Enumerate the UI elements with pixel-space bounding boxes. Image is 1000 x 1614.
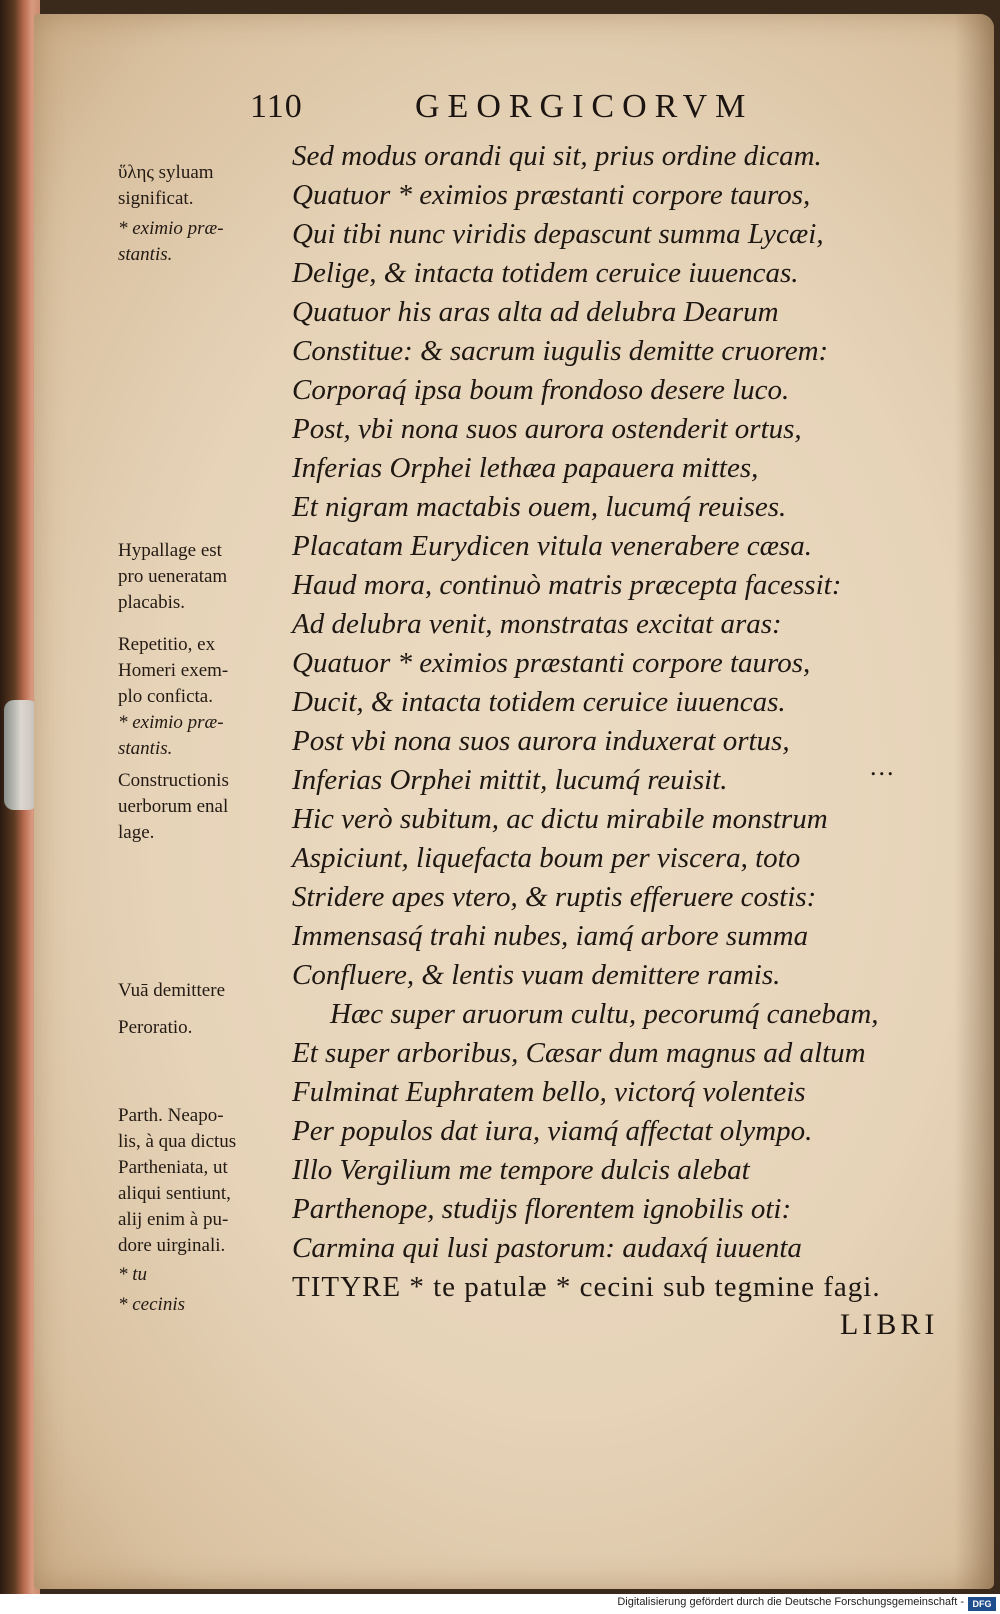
margin-gloss	[118, 1103, 288, 1259]
margin-gloss	[118, 538, 288, 616]
gloss-line: Peroratio.	[118, 1017, 193, 1038]
gloss-line: ὕλης syluam	[118, 162, 214, 183]
verse-line: Parthenope, studijs florentem ignobilis oti:	[292, 1193, 792, 1225]
continuation-marker: ...	[870, 752, 896, 781]
verse-line: Quatuor * eximios præstanti corpore tauros,	[292, 647, 811, 679]
verse-line: Hæc super aruorum cultu, pecorumq́ canebam,	[330, 998, 879, 1030]
verse-line: Hic verò subitum, ac dictu mirabile monstrum	[292, 803, 828, 835]
margin-gloss	[118, 1292, 288, 1318]
gloss-line: * eximio præ-	[118, 218, 224, 239]
gloss-line: lage.	[118, 822, 155, 843]
verse-line: Haud mora, continuò matris præcepta facessit:	[292, 569, 842, 601]
gloss-line: Constructionis	[118, 770, 229, 791]
verse-line: Delige, & intacta totidem ceruice iuuencas.	[292, 257, 799, 289]
verse-line: Corporaq́ ipsa boum frondoso desere luco.	[292, 374, 790, 406]
verse-line: Constitue: & sacrum iugulis demitte cruorem:	[292, 335, 829, 367]
verse-line: Placatam Eurydicen vitula venerabere cæsa.	[292, 530, 812, 562]
verse-line: Inferias Orphei mittit, lucumq́ reuisit.	[292, 764, 728, 796]
verse-line: TITYRE * te patulæ * cecini sub tegmine fagi.	[292, 1271, 881, 1303]
running-title: GEORGICORVM	[415, 88, 754, 125]
verse-line: Inferias Orphei lethæa papauera mittes,	[292, 452, 759, 484]
verse-line: Immensasq́ trahi nubes, iamq́ arbore summa	[292, 920, 809, 952]
verse-line: Aspiciunt, liquefacta boum per viscera, toto	[292, 842, 801, 874]
catchword: LIBRI	[840, 1308, 939, 1341]
gloss-line: * eximio præ-	[118, 712, 224, 733]
gloss-line: * tu	[118, 1264, 148, 1285]
gloss-line: plo conficta.	[118, 686, 213, 707]
gloss-line: pro ueneratam	[118, 566, 228, 587]
gloss-line: lis, à qua dictus	[118, 1131, 237, 1152]
verse-line: Illo Vergilium me tempore dulcis alebat	[292, 1154, 750, 1186]
gloss-line: Parth. Neapo-	[118, 1105, 224, 1126]
page-clip	[4, 700, 38, 810]
margin-gloss	[118, 978, 288, 1004]
margin-gloss	[118, 1262, 288, 1288]
verse-line: Fulminat Euphratem bello, victorq́ volenteis	[292, 1076, 806, 1108]
gloss-line: stantis.	[118, 244, 173, 265]
gloss-line: stantis.	[118, 738, 173, 759]
verse-line: Ducit, & intacta totidem ceruice iuuencas.	[292, 686, 786, 718]
verse-line: Quatuor his aras alta ad delubra Dearum	[292, 296, 779, 328]
dfg-logo-icon: DFG	[968, 1597, 996, 1611]
margin-gloss	[118, 1015, 288, 1041]
verse-line: Stridere apes vtero, & ruptis efferuere costis:	[292, 881, 817, 913]
verse-line: Confluere, & lentis vuam demittere ramis.	[292, 959, 781, 991]
digitization-footer	[0, 1594, 1000, 1614]
verse-line: Post vbi nona suos aurora induxerat ortus,	[292, 725, 790, 757]
margin-gloss	[118, 632, 288, 710]
verse-line: Post, vbi nona suos aurora ostenderit ortus,	[292, 413, 802, 445]
verse-line: Per populos dat iura, viamq́ affectat olympo.	[292, 1115, 813, 1147]
gloss-line: Hypallage est	[118, 540, 222, 561]
verse-line: Et super arboribus, Cæsar dum magnus ad altum	[292, 1037, 866, 1069]
gloss-line: Repetitio, ex	[118, 634, 216, 655]
gloss-line: significat.	[118, 188, 194, 209]
gloss-line: dore uirginali.	[118, 1235, 226, 1256]
gloss-line: alij enim à pu-	[118, 1209, 229, 1230]
page-number: 110	[250, 88, 303, 125]
verse-line: Qui tibi nunc viridis depascunt summa Lycæi,	[292, 218, 824, 250]
verse-line: Quatuor * eximios præstanti corpore tauros,	[292, 179, 811, 211]
gloss-line: placabis.	[118, 592, 186, 613]
verse-line: Sed modus orandi qui sit, prius ordine dicam.	[292, 140, 822, 172]
gloss-line: aliqui sentiunt,	[118, 1183, 231, 1204]
margin-gloss	[118, 160, 288, 212]
gloss-line: Partheniata, ut	[118, 1157, 228, 1178]
verse-line: Carmina qui lusi pastorum: audaxq́ iuuenta	[292, 1232, 802, 1264]
gloss-line: Vuā demittere	[118, 980, 226, 1001]
gloss-line: Homeri exem-	[118, 660, 229, 681]
margin-gloss	[118, 768, 288, 846]
page-header	[250, 88, 850, 128]
gloss-line: * cecinis	[118, 1294, 186, 1315]
verse-line: Et nigram mactabis ouem, lucumq́ reuises.	[292, 491, 787, 523]
margin-gloss	[118, 216, 288, 268]
gutter-shadow	[954, 14, 994, 1589]
margin-gloss	[118, 710, 288, 762]
footer-credit: Digitalisierung gefördert durch die Deutsche Forschungsgemeinschaft -	[617, 1596, 964, 1608]
verse-line: Ad delubra venit, monstratas excitat aras:	[292, 608, 782, 640]
gloss-line: uerborum enal	[118, 796, 229, 817]
